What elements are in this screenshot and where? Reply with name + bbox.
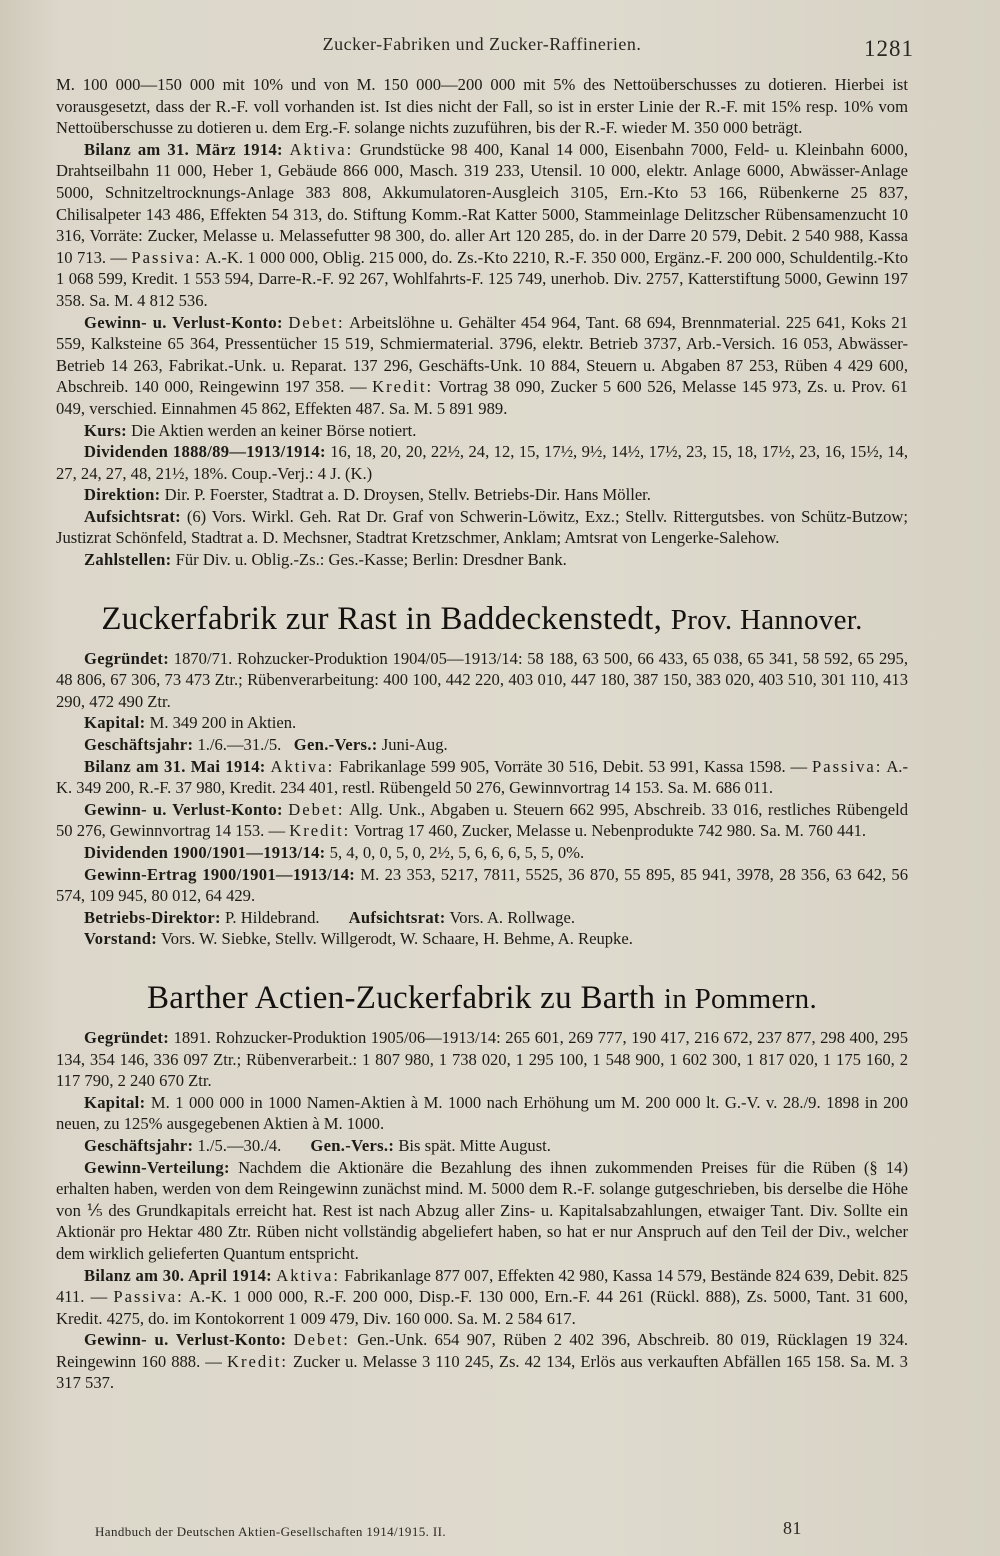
entry2-kapital: Kapital: M. 349 200 in Aktien. (84, 713, 297, 733)
entry2-geschaeftsjahr: Geschäftsjahr: 1./6.—31./5. Gen.-Vers.: Juni-Aug. (84, 735, 448, 755)
company-entry-3 (56, 978, 908, 1394)
page-footer (95, 1518, 908, 1540)
entry2-title: Zuckerfabrik zur Rast in Baddeckenstedt, Prov. Hannover. (101, 600, 863, 637)
company-entry-1 (56, 74, 908, 571)
entry2-gewinnertrag: Gewinn-Ertrag 1900/1901—1913/14: M. 23 353, 5217, 7811, 5525, 36 870, 55 895, 85 941, 3978, 28 356, 63 642, 56 574, 109 945, 80 012, 64 429. (56, 864, 909, 906)
running-title: Zucker-Fabriken und Zucker-Raffinerien. (322, 34, 642, 54)
entry2-dividenden: Dividenden 1900/1901—1913/14: 5, 4, 0, 0, 5, 0, 2½, 5, 6, 6, 6, 5, 5, 0%. (84, 843, 585, 862)
entry2-bilanz: Bilanz am 31. Mai 1914: Aktiva: Fabrikanlage 599 905, Vorräte 30 516, Debit. 53 991, Kassa 1598. — Passiva: A.-K. 349 200, R.-F. 37 980, Kredit. 234 401, restl. Rübengeld 50 276, Gewinnvortrag 14 153. Sa. M. 686 011. (56, 756, 908, 798)
entry3-guv: Gewinn- u. Verlust-Konto: Debet: Gen.-Unk. 654 907, Rüben 2 402 396, Abschreib. 80 019, Rücklagen 19 324. Reingewinn 160 888. — Kredit: Zucker u. Melasse 3 110 245, Zs. 42 134, Erlös aus verkauften Abfällen 165 158. Sa. M. 3 317 537. (56, 1330, 909, 1393)
entry1-bilanz: Bilanz am 31. März 1914: Aktiva: Grundstücke 98 400, Kanal 14 000, Eisenbahn 7000, Feld- u. Kleinbahn 6000, Drahtseilbahn 11 000, Heber 1, Gebäude 866 000, Masch. 319 233, Utensil. 10 000, elektr. Anlage 6000, Abwässer-Anlage 5000, Schnitzeltrocknungs-Anlage 383 808, Akkumulatoren-Ausgleich 3105, Ern.-Kto 53 166, Rübenkerne 25 837, Chilisalpeter 143 486, Effekten 54 313, do. Stiftung Komm.-Rat Katter 5000, Stammeinlage Delitzscher Rübensamenzucht 10 316, Vorräte: Zucker, Melasse u. Melassefutter 98 300, do. aller Art 120 285, do. in der Darre 20 579, Debit. 2 540 988, Kassa 10 713. — Passiva: A.-K. 1 000 000, Oblig. 215 000, do. Zs.-Kto 2210, R.-F. 350 000, Ergänz.-F. 200 000, Schuldentilg.-Kto 1 068 599, Kredit. 1 553 594, Darre-R.-F. 92 267, Wohlfahrts-F. 125 749, unerhob. Div. 2757, Katterstiftung 5000, Gewinn 197 358. Sa. M. 4 812 536. (56, 139, 909, 310)
entry1-direktion: Direktion: Dir. P. Foerster, Stadtrat a. D. Droysen, Stellv. Betriebs-Dir. Hans Möller. (84, 485, 651, 505)
entry2-betriebsdirektor: Betriebs-Direktor: P. Hildebrand. Aufsichtsrat: Vors. A. Rollwage. (84, 907, 575, 927)
footer-source: Handbuch der Deutschen Aktien-Gesellschaften 1914/1915. II. (95, 1524, 447, 1539)
entry3-title: Barther Actien-Zuckerfabrik zu Barth in Pommern. (146, 979, 818, 1016)
entry3-gegruendet: Gegründet: 1891. Rohzucker-Produktion 1905/06—1913/14: 265 601, 269 777, 190 417, 216 672, 237 877, 298 400, 295 134, 354 146, 336 097 Ztr.; Rübenverarbeit.: 1 807 980, 1 738 020, 1 295 100, 1 548 900, 1 602 300, 1 817 020, 1 175 160, 2 117 790, 2 240 670 Ztr. (56, 1027, 908, 1091)
running-header (56, 34, 914, 74)
entry1-aufsichtsrat: Aufsichtsrat: (6) Vors. Wirkl. Geh. Rat Dr. Graf von Schwerin-Löwitz, Exz.; Stellv. Rittergutsbes. von Schütz-Butzow; Justizrat Schönfeld, Stadtrat a. D. Mechsner, Stadtrat Kretzschmer, Anklam; Amtsrat von Lengerke-Salehow. (56, 506, 908, 548)
entry3-bilanz: Bilanz am 30. April 1914: Aktiva: Fabrikanlage 877 007, Effekten 42 980, Kassa 14 579, Bestände 824 639, Debit. 825 411. — Passiva: A.-K. 1 000 000, R.-F. 200 000, Disp.-F. 130 000, Ern.-F. 44 261 (Rückl. 888), Zs. 5000, Tant. 31 600, Kredit. 4275, do. im Kontokorrent 1 009 479, Div. 160 000. Sa. M. 2 584 617. (56, 1265, 908, 1328)
entry3-kapital: Kapital: M. 1 000 000 in 1000 Namen-Aktien à M. 1000 nach Erhöhung um M. 200 000 lt. G.-V. v. 28./9. 1898 in 200 neuen, zu 125% ausgegebenen Aktien à M. 1000. (56, 1092, 908, 1134)
entry1-dividenden: Dividenden 1888/89—1913/1914: 16, 18, 20, 20, 22½, 24, 12, 15, 17½, 9½, 14½, 17½, 23, 15, 18, 17½, 23, 16, 15½, 14, 27, 24, 27, 48, 21½, 18%. Coup.-Verj.: 4 J. (K.) (56, 442, 909, 483)
entry3-gewinnverteilung: Gewinn-Verteilung: Nachdem die Aktionäre die Bezahlung des ihnen zukommenden Preises für die Rüben (§ 14) erhalten haben, werden von dem Reingewinn zunächst mind. M. 5000 dem R.-F. solange gutgeschrieben, bis derselbe die Höhe von ⅕ des Grundkapitals erreicht hat. Rest ist nach Abzug aller Zins- u. Kapitalsabzahlungen, etwaiger Tant. Div. Sollte ein Aktionär pro Hektar 480 Ztr. Rüben nicht vollständig abgeliefert haben, so hat er nur Anspruch auf den Teil der Div., welcher dem wirklich gelieferten Quantum entspricht. (56, 1157, 908, 1263)
entry2-gegruendet: Gegründet: 1870/71. Rohzucker-Produktion 1904/05—1913/14: 58 188, 63 500, 66 433, 65 038, 65 341, 58 592, 65 295, 48 806, 67 306, 73 473 Ztr.; Rübenverarbeitung: 400 100, 442 220, 403 010, 447 180, 387 150, 383 020, 403 510, 301 110, 413 290, 472 490 Ztr. (56, 648, 908, 711)
entry3-geschaeftsjahr: Geschäftsjahr: 1./5.—30./4. Gen.-Vers.: Bis spät. Mitte August. (84, 1135, 551, 1155)
entry1-intro: M. 100 000—150 000 mit 10% und von M. 150 000—200 000 mit 5% des Nettoüberschusses zu dotieren. Hierbei ist vorausgesetzt, dass der R.-F. voll vorhanden ist. Ist dies nicht der Fall, so ist in erster Linie der R.-F. mit 15% resp. 10% vom Nettoüberschusse zu dotieren u. dem Erg.-F. solange nichts zuzuführen, bis der R.-F. wieder M. 350 000 beträgt. (56, 75, 908, 138)
entry2-guv: Gewinn- u. Verlust-Konto: Debet: Allg. Unk., Abgaben u. Steuern 662 995, Abschreib. 33 016, restliches Rübengeld 50 276, Gewinnvortrag 14 153. — Kredit: Vortrag 17 460, Zucker, Melasse u. Nebenprodukte 742 980. Sa. M. 760 441. (56, 799, 908, 841)
page-number: 1281 (864, 36, 914, 61)
entry2-vorstand: Vorstand: Vors. W. Siebke, Stellv. Willgerodt, W. Schaare, H. Behme, A. Reupke. (84, 929, 633, 949)
footer-signature: 81 (783, 1518, 802, 1538)
entry1-zahlstellen: Zahlstellen: Für Div. u. Oblig.-Zs.: Ges.-Kasse; Berlin: Dresdner Bank. (84, 550, 567, 570)
entry1-kurs: Kurs: Die Aktien werden an keiner Börse notiert. (84, 420, 417, 440)
company-entry-2 (56, 599, 908, 950)
entry1-guv: Gewinn- u. Verlust-Konto: Debet: Arbeitslöhne u. Gehälter 454 964, Tant. 68 694, Brennmaterial. 225 641, Koks 21 559, Kalksteine 65 364, Pressentücher 15 519, Schmiermaterial. 3796, elektr. Betrieb 3737, Arb.-Versich. 16 053, Abwässer-Betrieb 14 263, Fabrikat.-Unk. u. Reparat. 137 296, Geschäfts-Unk. 10 884, Steuern u. Abgaben 87 253, Rüben 4 429 600, Abschreib. 140 000, Reingewinn 197 358. — Kredit: Vortrag 38 090, Zucker 5 600 526, Melasse 145 973, Zs. u. Prov. 61 049, verschied. Einnahmen 45 862, Effekten 487. Sa. M. 5 891 989. (56, 312, 909, 418)
